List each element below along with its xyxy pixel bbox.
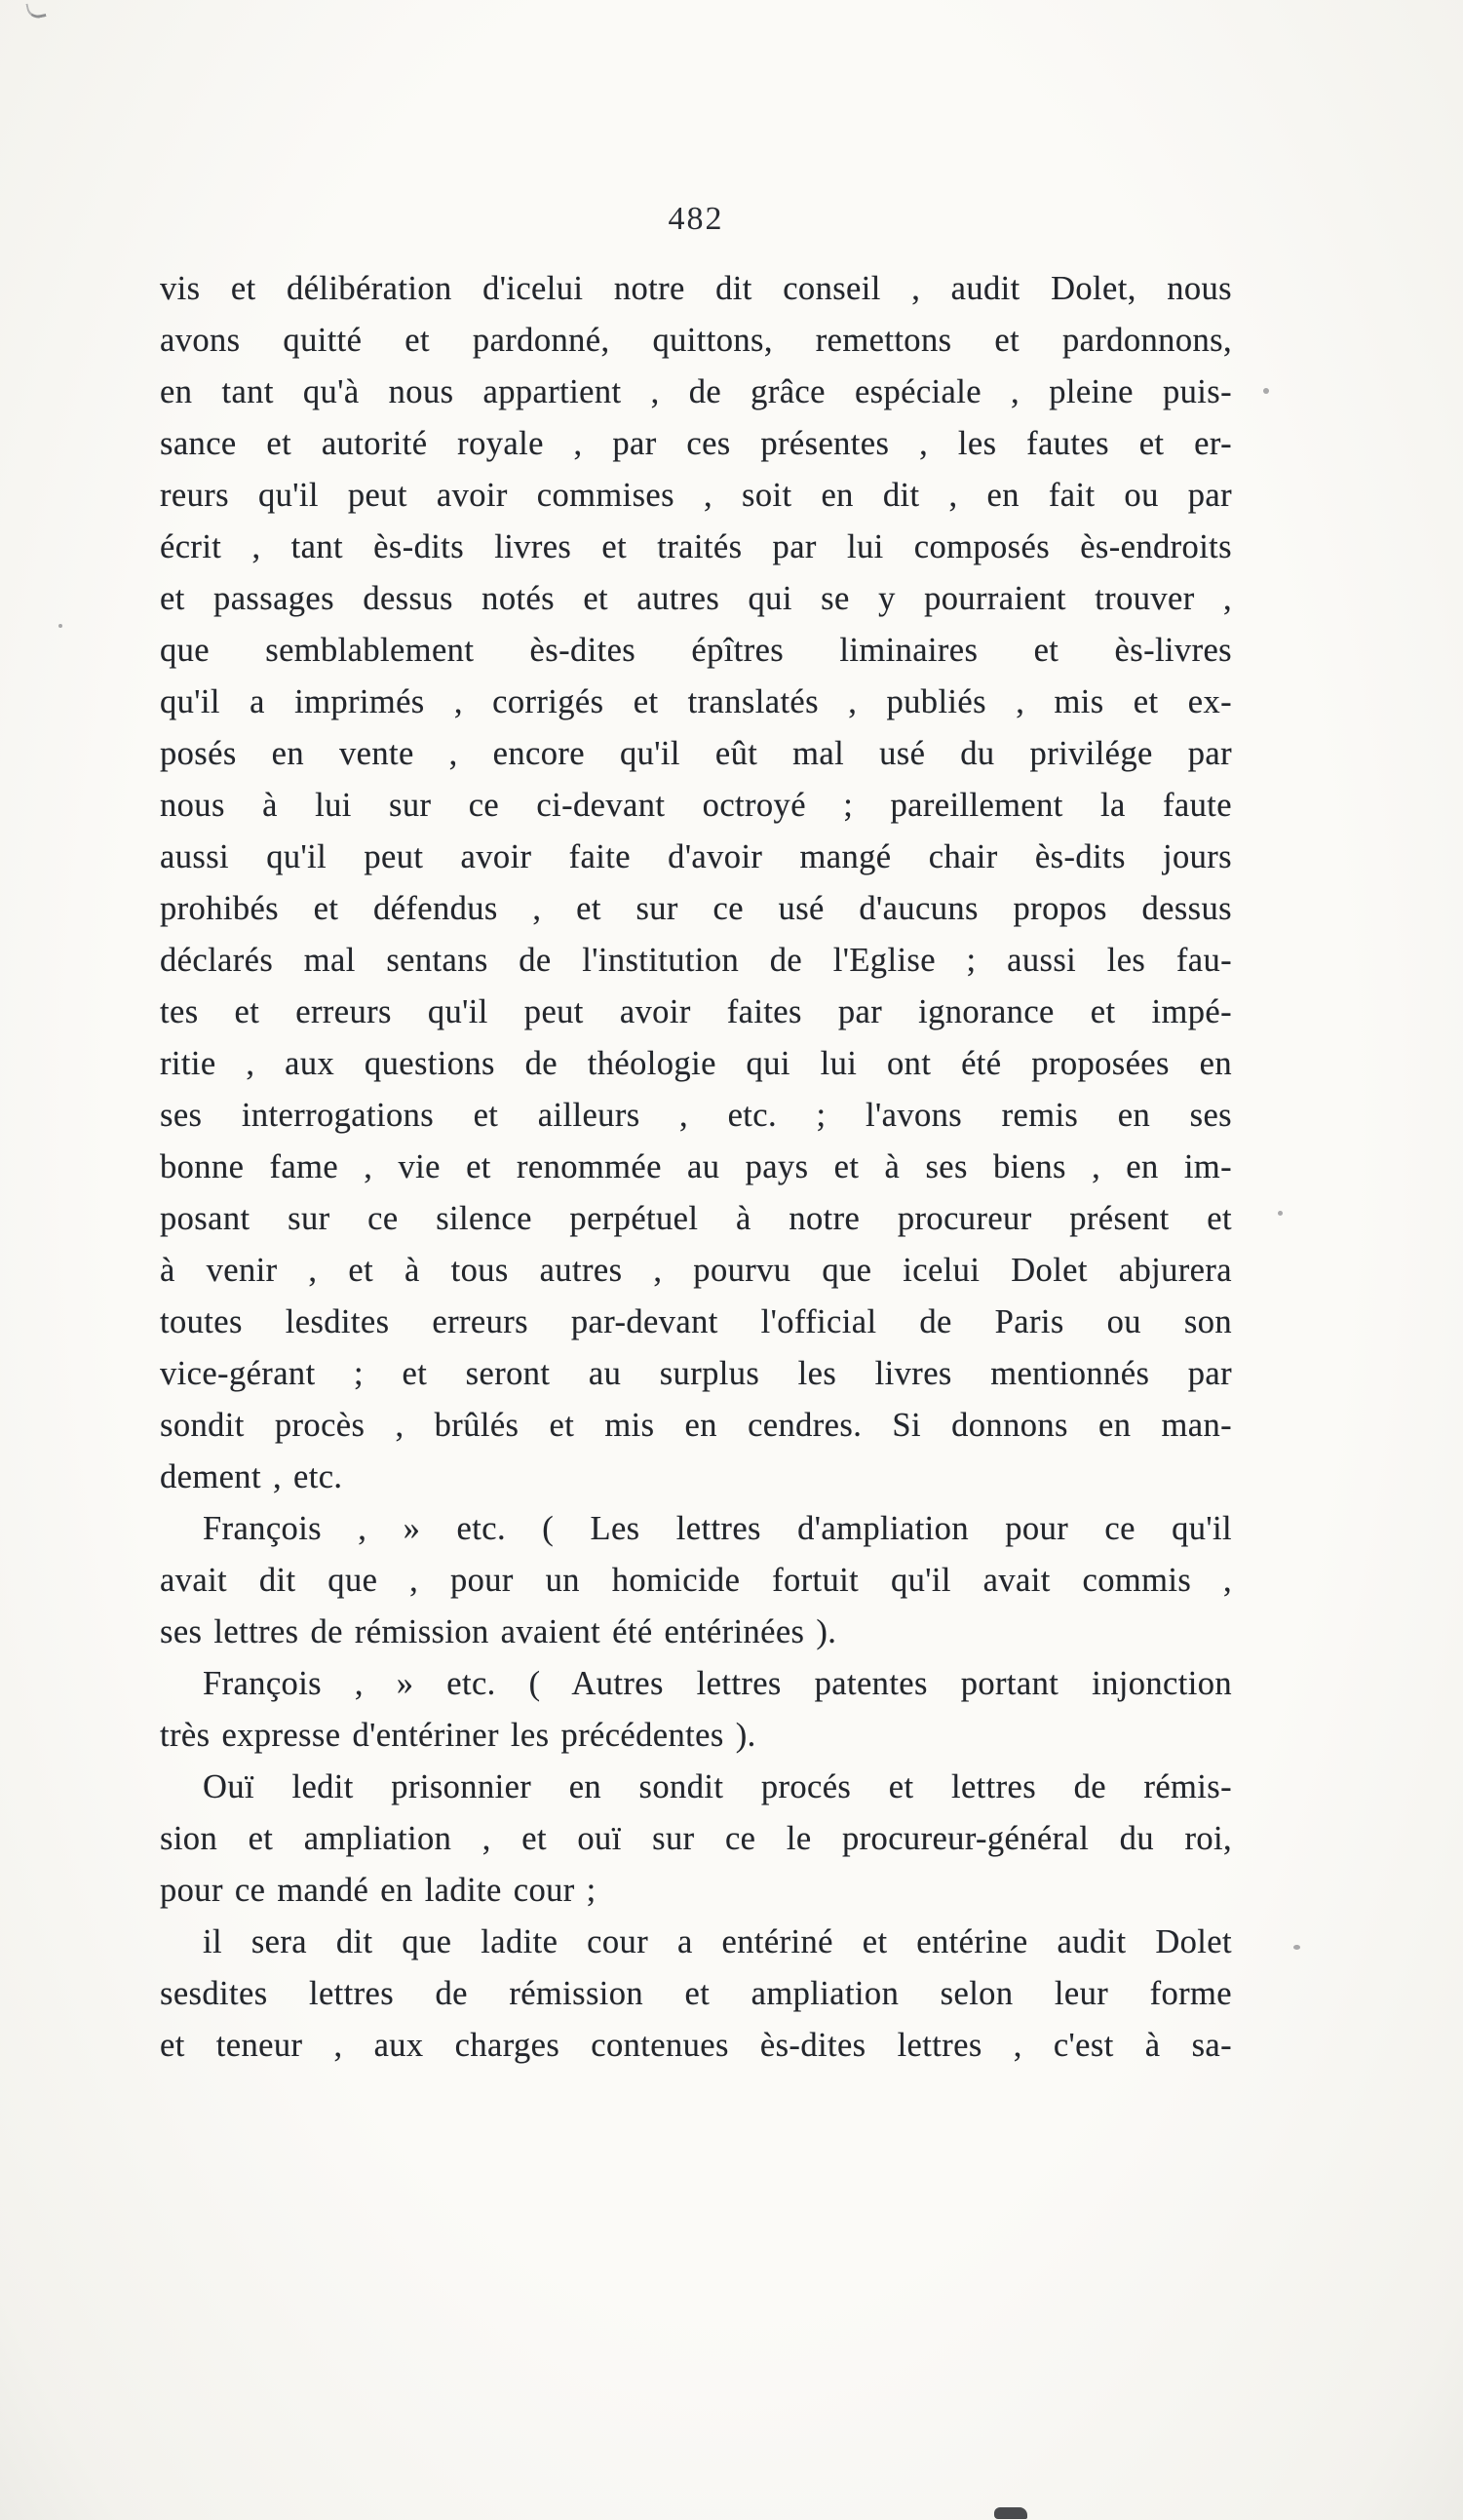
text-line: sance et autorité royale , par ces présentes , les fautes et er- xyxy=(160,425,1232,462)
text-line: dement , etc. xyxy=(160,1458,343,1495)
text-line: très expresse d'entériner les précédentes ). xyxy=(160,1717,756,1754)
text-line: ses lettres de rémission avaient été entérinées ). xyxy=(160,1613,837,1650)
scan-corner-mark xyxy=(25,0,46,19)
text-line: et teneur , aux charges contenues ès-dites lettres , c'est à sa- xyxy=(160,2027,1232,2064)
paragraph xyxy=(160,1503,1232,1658)
text-line: ritie , aux questions de théologie qui lui ont été proposées en xyxy=(160,1045,1232,1082)
text-line: vice-gérant ; et seront au surplus les livres mentionnés par xyxy=(160,1355,1232,1392)
paragraph xyxy=(160,1762,1232,1917)
text-line: François , » etc. ( Les lettres d'ampliation pour ce qu'il xyxy=(203,1510,1232,1547)
page-number: 482 xyxy=(668,201,724,237)
text-line: vis et délibération d'icelui notre dit conseil , audit Dolet, nous xyxy=(160,270,1232,307)
text-line: en tant qu'à nous appartient , de grâce espéciale , pleine puis- xyxy=(160,373,1232,410)
scan-speck xyxy=(1263,388,1269,394)
text-line: toutes lesdites erreurs par-devant l'official de Paris ou son xyxy=(160,1303,1232,1340)
text-line: avons quitté et pardonné, quittons, remettons et pardonnons, xyxy=(160,322,1232,359)
text-line: sondit procès , brûlés et mis en cendres. Si donnons en man- xyxy=(160,1407,1232,1444)
text-line: reurs qu'il peut avoir commises , soit en dit , en fait ou par xyxy=(160,477,1232,514)
text-line: sesdites lettres de rémission et ampliation selon leur forme xyxy=(160,1975,1232,2012)
text-block xyxy=(160,201,1232,2072)
text-line: posant sur ce silence perpétuel à notre procureur présent et xyxy=(160,1200,1232,1237)
text-line: prohibés et défendus , et sur ce usé d'aucuns propos dessus xyxy=(160,890,1232,927)
text-line: François , » etc. ( Autres lettres patentes portant injonction xyxy=(203,1665,1232,1702)
text-line: déclarés mal sentans de l'institution de l'Eglise ; aussi les fau- xyxy=(160,942,1232,979)
text-line: nous à lui sur ce ci-devant octroyé ; pareillement la faute xyxy=(160,787,1232,824)
scan-speck xyxy=(1293,1945,1300,1950)
text-line: écrit , tant ès-dits livres et traités par lui composés ès-endroits xyxy=(160,528,1232,565)
paragraph xyxy=(160,1917,1232,2072)
paragraph xyxy=(160,1658,1232,1762)
text-line: et passages dessus notés et autres qui se y pourraient trouver , xyxy=(160,580,1232,617)
text-line: il sera dit que ladite cour a entériné et entérine audit Dolet xyxy=(203,1923,1232,1960)
text-line: aussi qu'il peut avoir faite d'avoir mangé chair ès-dits jours xyxy=(160,838,1232,875)
paragraph xyxy=(160,263,1232,1503)
text-line: à venir , et à tous autres , pourvu que icelui Dolet abjurera xyxy=(160,1252,1232,1289)
text-line: sion et ampliation , et ouï sur ce le procureur-général du roi, xyxy=(160,1820,1232,1857)
scan-bottom-smudge xyxy=(994,2507,1027,2519)
text-line: Ouï ledit prisonnier en sondit procés et lettres de rémis- xyxy=(203,1768,1232,1805)
text-line: pour ce mandé en ladite cour ; xyxy=(160,1872,597,1909)
text-line: posés en vente , encore qu'il eût mal usé du privilége par xyxy=(160,735,1232,772)
text-line: bonne fame , vie et renommée au pays et à ses biens , en im- xyxy=(160,1148,1232,1185)
scan-speck xyxy=(58,624,62,628)
scan-speck xyxy=(1278,1211,1283,1216)
text-line: que semblablement ès-dites épîtres liminaires et ès-livres xyxy=(160,632,1232,669)
text-line: ses interrogations et ailleurs , etc. ; l'avons remis en ses xyxy=(160,1097,1232,1134)
text-line: qu'il a imprimés , corrigés et translatés , publiés , mis et ex- xyxy=(160,683,1232,720)
text-line: avait dit que , pour un homicide fortuit qu'il avait commis , xyxy=(160,1562,1232,1599)
text-line: tes et erreurs qu'il peut avoir faites par ignorance et impé- xyxy=(160,993,1232,1030)
